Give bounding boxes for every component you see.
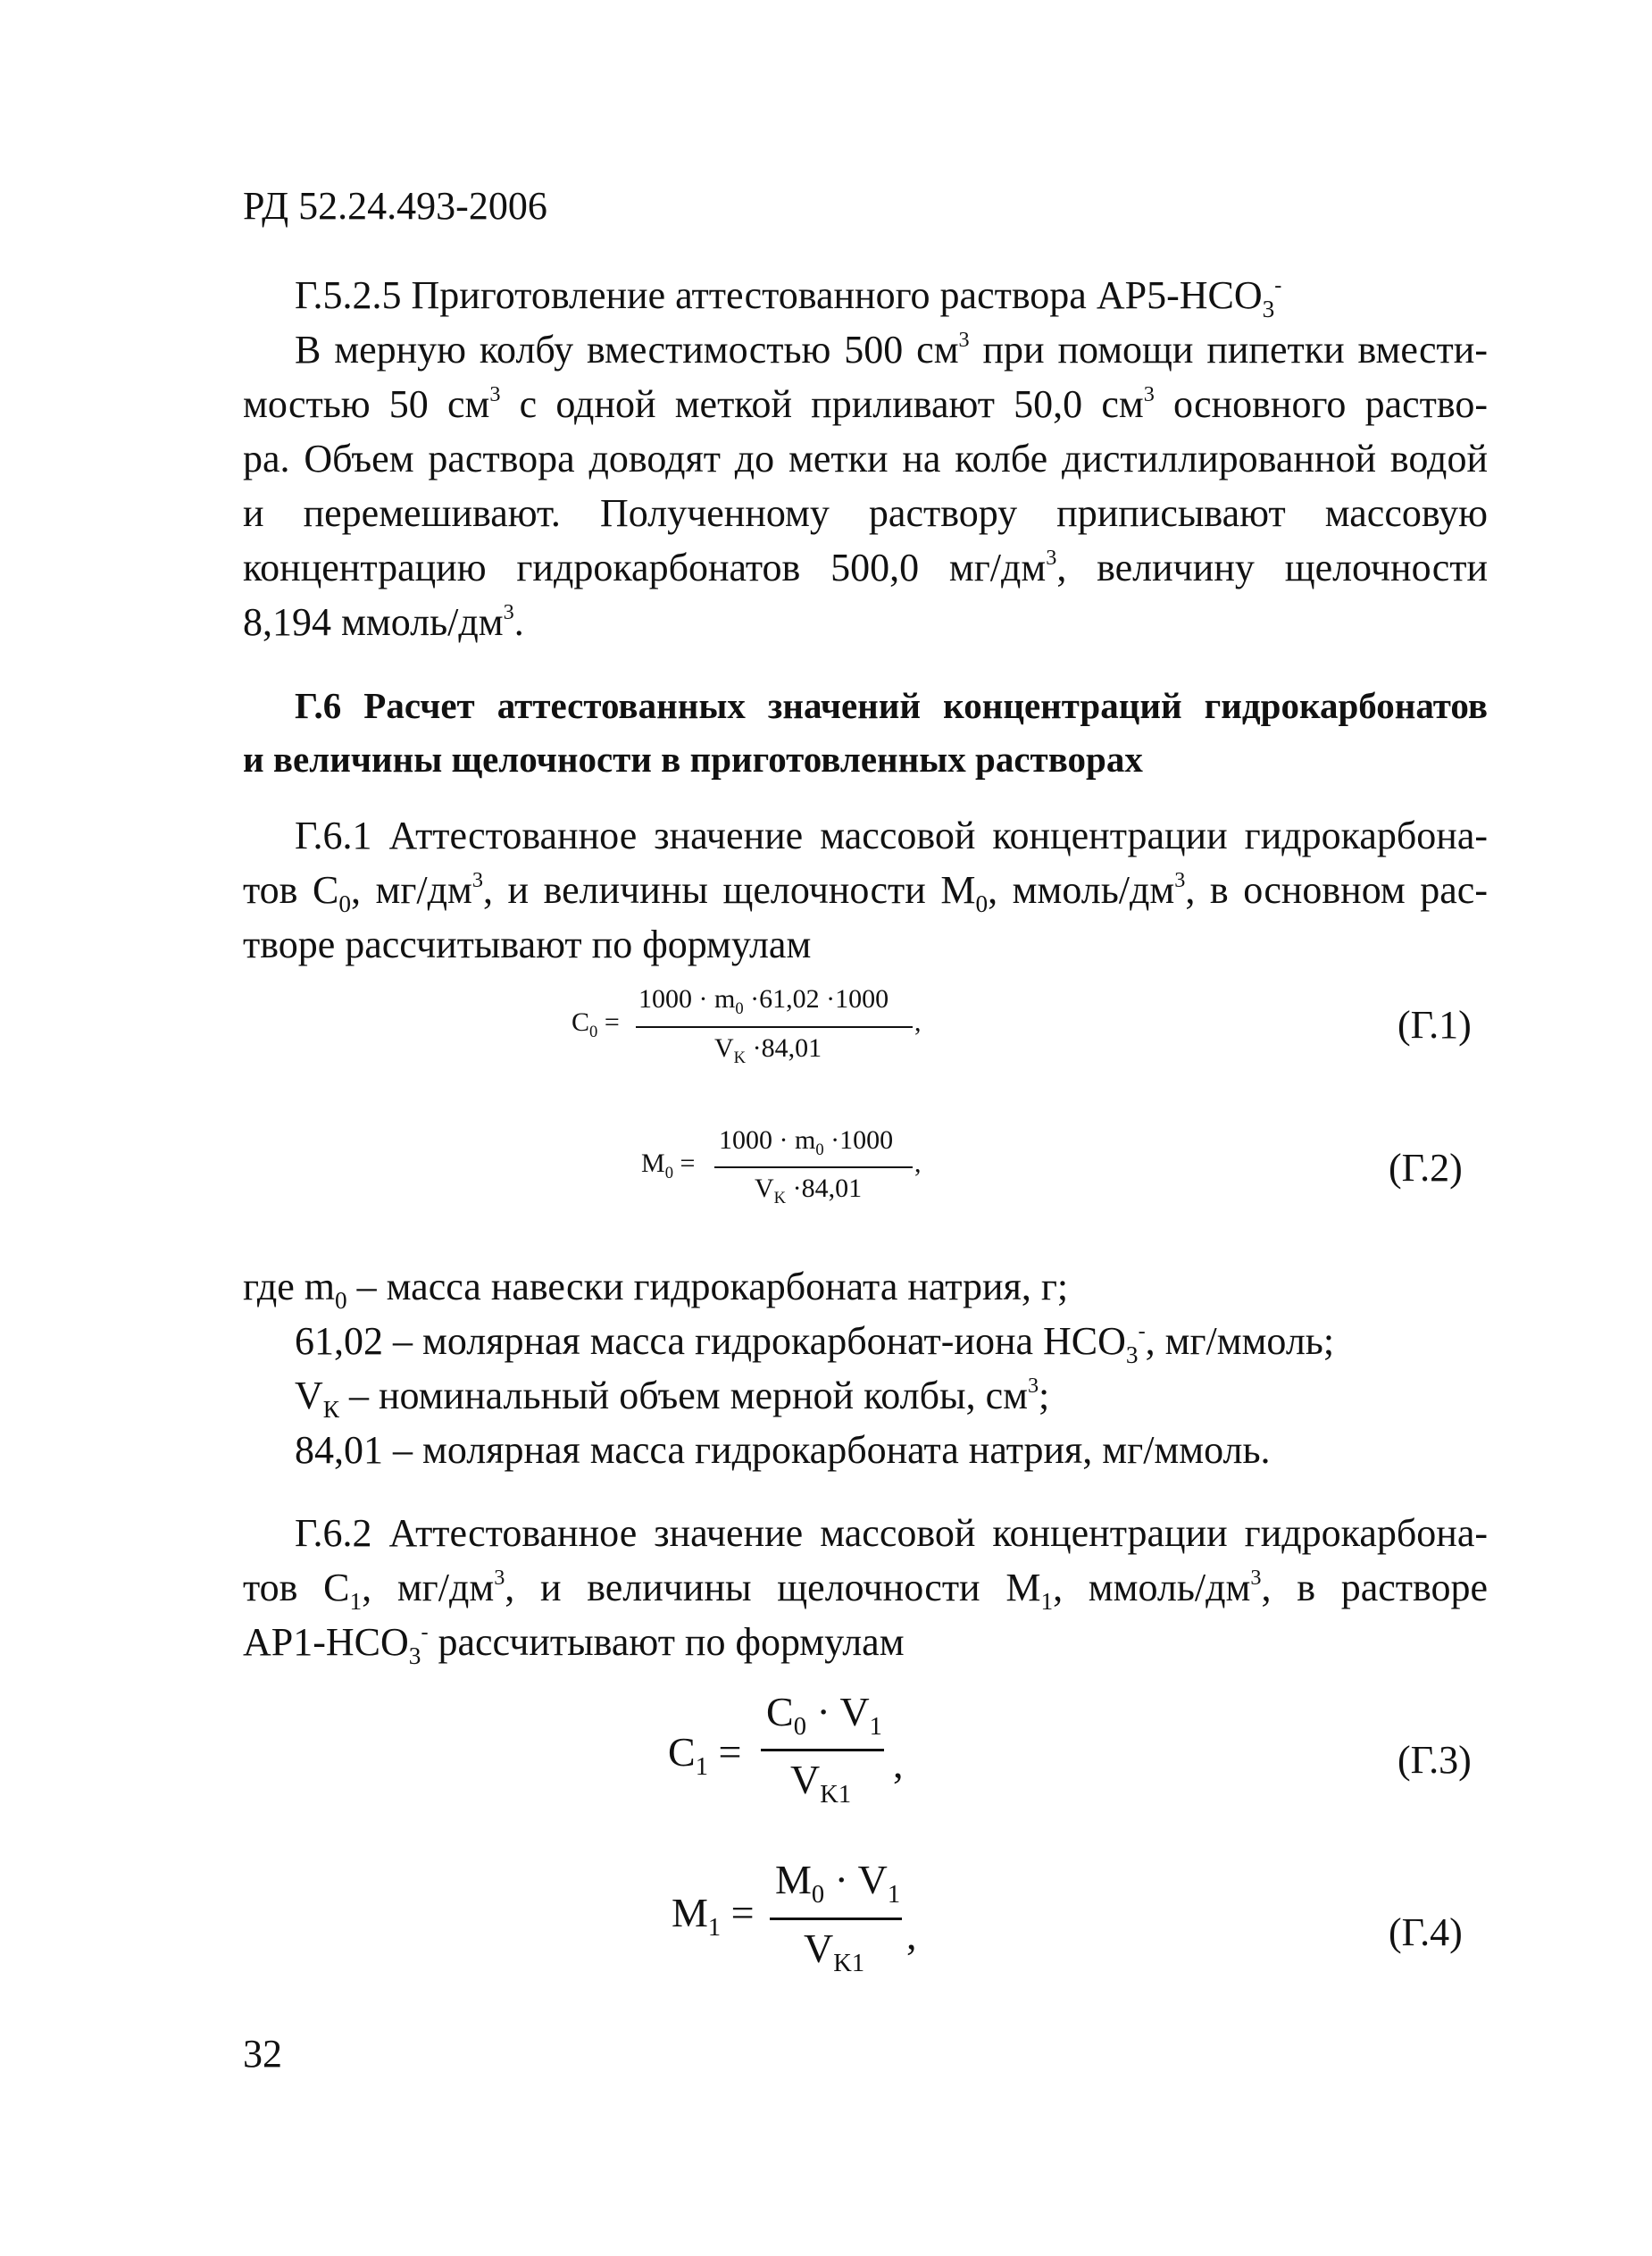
fraction-bar <box>714 1166 913 1168</box>
paragraph-line: тов $С_1$, $мг/дм^3$, и величины щелочности $М_1$, ммоль/$дм^3$, в растворе <box>243 1565 1488 1615</box>
formula-comma: , <box>914 1149 922 1178</box>
definition-line: 61,02 – молярная масса гидрокарбонат-иона $HCO_3^-$, мг/ммоль; <box>295 1318 1335 1368</box>
paragraph-line: ра. Объем раствора доводят до метки на колбе дистиллированной водой <box>243 437 1488 480</box>
paragraph-line: творе рассчитывают по формулам <box>243 923 812 966</box>
formula-comma: , <box>914 1007 922 1037</box>
paragraph-line: Г.6.2 Аттестованное значение массовой концентрации гидрокарбона- <box>295 1511 1488 1555</box>
definition-line: где $m_0$ – масса навески гидрокарбоната натрия, г; <box>243 1265 1069 1314</box>
formula-lhs: $M_1$ = <box>672 1890 755 1942</box>
paragraph-line: Г.6.1 Аттестованное значение массовой концентрации гидрокарбона- <box>295 814 1488 857</box>
formula-denominator: $V_{K1}$ <box>804 1926 865 1977</box>
formula-lhs: $M_0$ = <box>641 1149 696 1182</box>
equation-number: (Г.1) <box>1398 1003 1472 1047</box>
heading-line: Г.6 Расчет аттестованных значений концентраций гидрокарбонатов <box>295 685 1488 726</box>
page-number: 32 <box>243 2032 282 2076</box>
equation-number: (Г.3) <box>1398 1738 1472 1782</box>
formula-numerator: $1000 \cdot m_0 \cdot 1000$ <box>719 1125 894 1159</box>
paragraph-line: тов $С_0$, $мг/дм^3$, и величины щелочности $М_0$, ммоль/$дм^3$, в основном рас- <box>243 867 1488 917</box>
paragraph-line: и перемешивают. Полученному раствору приписывают массовую <box>243 491 1488 535</box>
paragraph-line: мостью 50 $см^3$ с одной меткой приливают 50,0 $см^3$ основного раство- <box>243 381 1489 426</box>
equation-number: (Г.4) <box>1389 1910 1463 1954</box>
fraction-bar <box>636 1026 913 1028</box>
formula-comma: , <box>906 1912 917 1958</box>
formula-denominator: $V_{K1}$ <box>790 1757 852 1809</box>
paragraph-line: концентрацию гидрокарбонатов 500,0 $мг/дм^3$, величину щелочности <box>243 545 1488 589</box>
formula-denominator: $V_K \cdot 84,01$ <box>755 1174 863 1207</box>
heading-line: и величины щелочности в приготовленных растворах <box>243 739 1143 780</box>
section-title: Г.5.2.5 Приготовление аттестованного раствора $АР5-HCO_3^-$ <box>295 272 1282 322</box>
definition-line: $V_К$ – номинальный объем мерной колбы, $см^3$; <box>295 1373 1050 1423</box>
formula-denominator: $V_K \cdot 84,01$ <box>714 1033 822 1067</box>
equation-number: (Г.2) <box>1389 1146 1463 1190</box>
paragraph-line: 8,194 ммоль/$дм^3$. <box>243 599 524 644</box>
formula-numerator: $M_0 \cdot V_1$ <box>775 1857 901 1909</box>
document-header: РД 52.24.493-2006 <box>243 184 547 228</box>
paragraph-line: В мерную колбу вместимостью 500 $см^3$ при помощи пипетки вмести- <box>295 327 1488 372</box>
formula-lhs: $C_0$ = <box>572 1007 620 1041</box>
formula-comma: , <box>893 1741 904 1786</box>
formula-numerator: $1000 \cdot m_0 \cdot 61,02 \cdot 1000$ <box>638 984 889 1018</box>
fraction-bar <box>770 1918 902 1920</box>
definition-line: 84,01 – молярная масса гидрокарбоната натрия, мг/ммоль. <box>295 1428 1271 1472</box>
paragraph-line: $АР1-HCO_3^-$ рассчитывают по формулам <box>243 1619 905 1669</box>
formula-numerator: $C_0 \cdot V_1$ <box>766 1689 882 1741</box>
fraction-bar <box>761 1749 884 1751</box>
formula-lhs: $C_1$ = <box>668 1729 742 1781</box>
